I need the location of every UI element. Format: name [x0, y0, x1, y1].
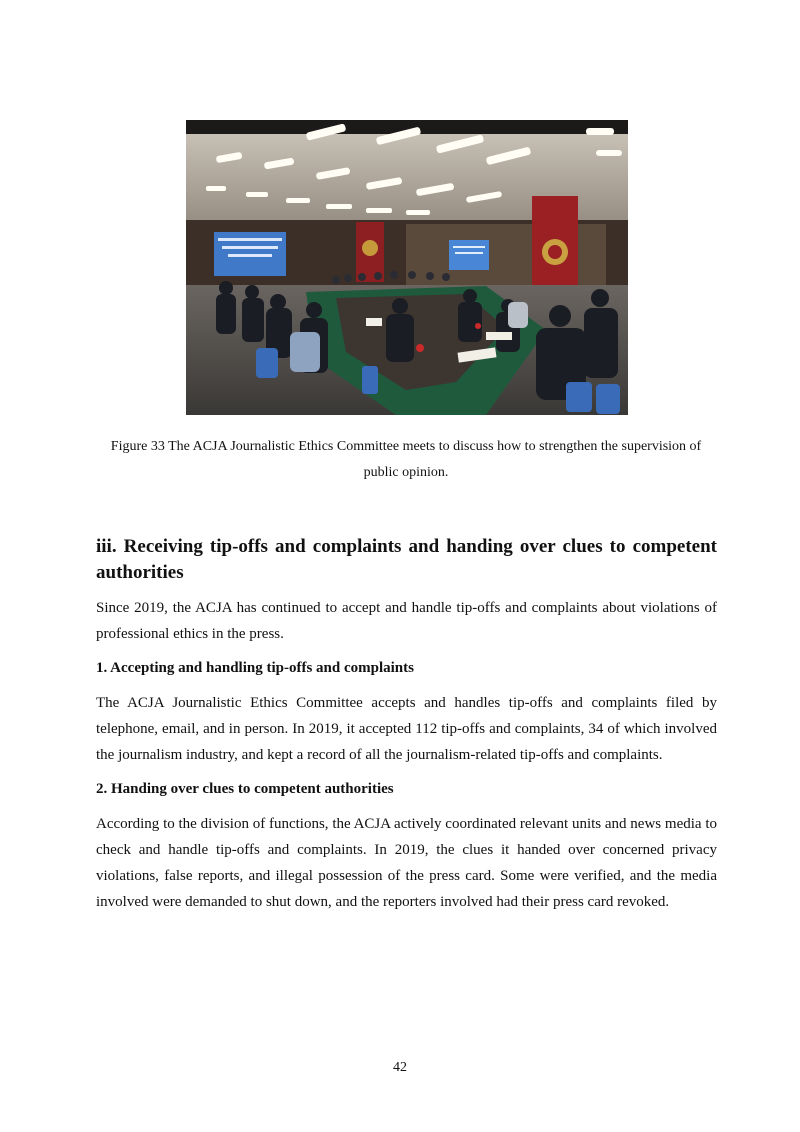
caption-line-1: Figure 33 The ACJA Journalistic Ethics Committee meets to discuss how to strengthen the supervision of — [110, 439, 702, 454]
section-content — [96, 534, 717, 923]
section-heading: iii. Receiving tip-offs and complaints and handing over clues to competent authorities — [96, 536, 717, 583]
caption-line-2: public opinion. — [363, 465, 449, 480]
subsection-2-title: 2. Handing over clues to competent authorities — [96, 781, 394, 797]
figure-caption — [95, 434, 717, 486]
section-intro: Since 2019, the ACJA has continued to accept and handle tip-offs and complaints about violations of professional ethics in the press. — [96, 600, 717, 642]
subsection-1-text: The ACJA Journalistic Ethics Committee accepts and handles tip-offs and complaints filed by telephone, email, and in person. In 2019, it accepted 112 tip-offs and complaints, 34 of which involved the journalism industry, and kept a record of all the journalism-related tip-offs and complaints. — [96, 695, 717, 763]
page-number: 42 — [393, 1060, 407, 1075]
subsection-2-text: According to the division of functions, the ACJA actively coordinated relevant units and news media to check and handle tip-offs and complaints. In 2019, the clues it handed over concerned privacy violations, false reports, and illegal possession of the press card. Some were verified, and the media involved were demanded to shut down, and the reporters involved had their press card revoked. — [96, 816, 717, 910]
subsection-1-title: 1. Accepting and handling tip-offs and complaints — [96, 660, 414, 676]
meeting-photo — [186, 120, 628, 415]
